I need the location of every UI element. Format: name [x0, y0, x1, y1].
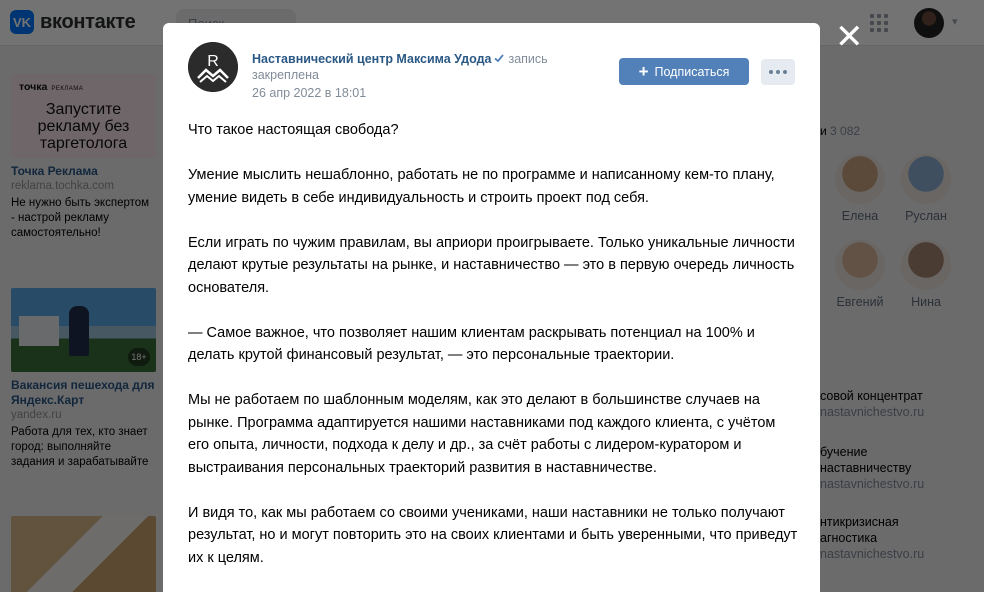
dot-icon	[776, 70, 780, 74]
post-modal	[163, 23, 820, 592]
post-header	[252, 51, 582, 83]
subscribe-button[interactable]	[619, 58, 749, 85]
dot-icon	[783, 70, 787, 74]
more-options-button[interactable]	[761, 59, 795, 85]
post-paragraph: Умение мыслить нешаблонно, работать не по программе и написанному кем-то плану, умение видеть в себе индивидуальность и строить проект под себя.	[188, 167, 775, 206]
post-text	[188, 119, 798, 592]
pinned-label: запись закреплена	[252, 52, 548, 82]
community-avatar[interactable]	[188, 42, 238, 92]
svg-text:R: R	[207, 53, 219, 70]
community-logo-icon	[188, 42, 238, 92]
post-paragraph: Что такое настоящая свобода?	[188, 122, 399, 138]
plus-icon: +	[638, 61, 649, 81]
post-paragraph: — Самое важное, что позволяет нашим клиентам раскрывать потенциал на 100% и делать крутой финансовый результат, — это персональные траектории.	[188, 324, 755, 363]
verified-check-icon	[493, 52, 505, 64]
subscribe-label: Подписаться	[654, 64, 730, 79]
dot-icon	[769, 70, 773, 74]
close-icon[interactable]: ✕	[835, 18, 864, 56]
author-link[interactable]: Наставнический центр Максима Удода	[252, 52, 492, 66]
post-date[interactable]: 26 апр 2022 в 18:01	[252, 86, 367, 100]
post-paragraph: Если играть по чужим правилам, вы априори проигрываете. Только уникальные личности делают крутые результаты на рынке, и наставничество — это в первую очередь личность основателя.	[188, 234, 795, 296]
post-paragraph: Мы не работаем по шаблонным моделям, как это делают в большинстве случаев на рынке. Программа адаптируется нашими наставниками под каждого клиента, с учётом его опыта, личности, подхода к делу и др., за счёт работы с лидером-куратором и выстраивания персональных траекторий развития в наставничестве.	[188, 392, 776, 476]
post-paragraph: И видя то, как мы работаем со своими учениками, наши наставники не только получают результат, но и могут повторить это на своих клиентами и быть уверенными, что приведут их к целям.	[188, 504, 798, 566]
